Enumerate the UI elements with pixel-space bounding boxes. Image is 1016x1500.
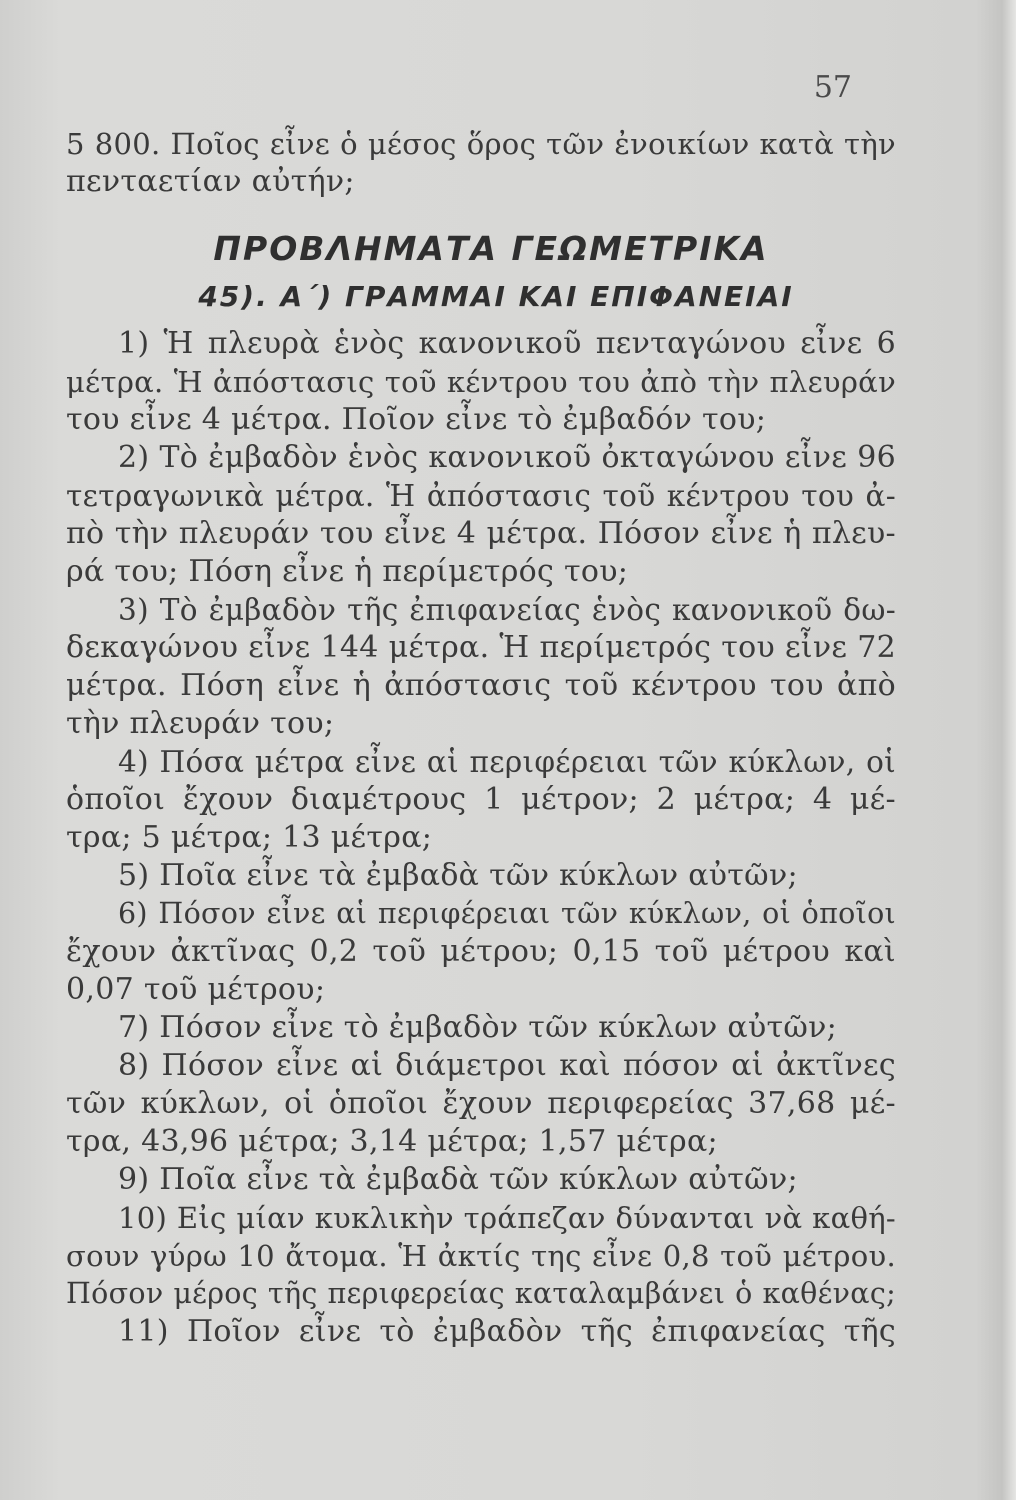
text-line: πενταετίαν αὐτήν;	[66, 164, 355, 199]
text-line: τρα; 5 μέτρα; 13 μέτρα;	[66, 820, 433, 855]
text-line: 10) Εἰς μίαν κυκλικὴν τράπεζαν δύνανται νὰ καθή-	[118, 1201, 896, 1235]
text-line: μέτρα. Πόση εἶνε ἡ ἀπόστασις τοῦ κέντρου του ἀπὸ	[66, 668, 896, 703]
text-line: πὸ τὴν πλευράν του εἶνε 4 μέτρα. Πόσον εἶνε ἡ πλευ-	[66, 516, 896, 551]
text-line: δεκαγώνου εἶνε 144 μέτρα. Ἡ περίμετρός του εἶνε 72	[66, 630, 896, 665]
text-line: 9) Ποῖα εἶνε τὰ ἐμβαδὰ τῶν κύκλων αὐτῶν;	[118, 1162, 798, 1197]
text-line: μέτρα. Ἡ ἀπόστασις τοῦ κέντρου του ἀπὸ τὴν πλευράν	[66, 365, 896, 399]
text-line: 2) Τὸ ἐμβαδὸν ἑνὸς κανονικοῦ ὀκταγώνου εἶνε 96	[118, 440, 896, 475]
text-line: του εἶνε 4 μέτρα. Ποῖον εἶνε τὸ ἐμβαδόν του;	[66, 402, 767, 437]
text-line: ὁποῖοι ἔχουν διαμέτρους 1 μέτρον; 2 μέτρα; 4 μέ-	[66, 782, 896, 817]
text-line: 7) Πόσον εἶνε τὸ ἐμβαδὸν τῶν κύκλων αὐτῶν;	[118, 1010, 838, 1045]
text-line: ρά του; Πόση εἶνε ἡ περίμετρός του;	[66, 554, 629, 589]
text-line: Πόσον μέρος τῆς περιφερείας καταλαμβάνει ὁ καθένας;	[66, 1277, 896, 1310]
text-line: 8) Πόσον εἶνε αἱ διάμετροι καὶ πόσον αἱ ἀκτῖνες	[118, 1048, 896, 1083]
text-line: 5) Ποῖα εἶνε τὰ ἐμβαδὰ τῶν κύκλων αὐτῶν;	[118, 858, 798, 893]
text-line: 11) Ποῖον εἶνε τὸ ἐμβαδὸν τῆς ἐπιφανείας τῆς	[118, 1314, 896, 1349]
text-line: τρα, 43,96 μέτρα; 3,14 μέτρα; 1,57 μέτρα;	[66, 1124, 718, 1159]
text-line: 0,07 τοῦ μέτρου;	[66, 972, 326, 1007]
text-line: τῶν κύκλων, οἱ ὁποῖοι ἔχουν περιφερείας 37,68 μέ-	[66, 1086, 896, 1121]
text-line: 3) Τὸ ἐμβαδὸν τῆς ἐπιφανείας ἑνὸς κανονικοῦ δω-	[118, 593, 896, 627]
text-line: τὴν πλευράν του;	[66, 706, 335, 741]
page-number: 57	[813, 70, 852, 105]
text-line: 1) Ἡ πλευρὰ ἑνὸς κανονικοῦ πενταγώνου εἶνε 6	[118, 326, 896, 361]
text-line: 4) Πόσα μέτρα εἶνε αἱ περιφέρειαι τῶν κύκλων, οἱ	[118, 745, 896, 779]
text-line: τετραγωνικὰ μέτρα. Ἡ ἀπόστασις τοῦ κέντρου του ἀ-	[66, 479, 896, 513]
text-line: 6) Πόσον εἶνε αἱ περιφέρειαι τῶν κύκλων, οἱ ὁποῖοι	[118, 897, 896, 930]
page-edge	[1002, 0, 1016, 1500]
section-title: ΠΡΟΒΛΗΜΑΤΑ ΓΕΩΜΕΤΡΙΚΑ	[213, 229, 769, 268]
text-line: 5 800. Ποῖος εἶνε ὁ μέσος ὅρος τῶν ἐνοικίων κατὰ τὴν	[66, 127, 896, 161]
text-line: σουν γύρω 10 ἄτομα. Ἡ ἀκτίς της εἶνε 0,8 τοῦ μέτρου.	[66, 1239, 896, 1273]
page-text	[66, 127, 896, 1353]
text-line: ἔχουν ἀκτῖνας 0,2 τοῦ μέτρου; 0,15 τοῦ μέτρου καὶ	[66, 934, 896, 969]
subsection-title: 45). Α΄) ΓΡΑΜΜΑΙ ΚΑΙ ΕΠΙΦΑΝΕΙΑΙ	[198, 280, 794, 313]
